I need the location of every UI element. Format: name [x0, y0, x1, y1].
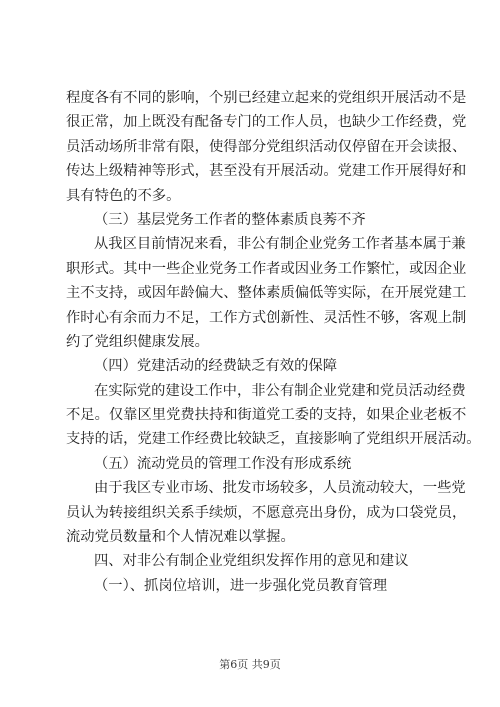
text-line: 作时心有余而力不足，工作方式创新性、灵活性不够，客观上制	[66, 309, 467, 326]
text-line: 不足。仅靠区里党费扶持和街道党工委的支持，如果企业老板不	[66, 407, 467, 424]
text-line: 员活动场所非常有限，使得部分党组织活动仅停留在开会读报、	[66, 138, 467, 155]
text-line: 传达上级精神等形式，甚至没有开展活动。党建工作开展得好和	[66, 163, 467, 180]
section-heading: （五）流动党员的管理工作没有形成系统	[94, 455, 352, 472]
section-heading: （三）基层党务工作者的整体素质良莠不齐	[94, 211, 366, 228]
text-line: 很正常，加上既没有配备专门的工作人员，也缺少工作经费，党	[66, 114, 467, 131]
text-line: 员认为转接组织关系手续烦，不愿意亮出身份，成为口袋党员，	[66, 504, 467, 521]
text-line: 主不支持，或因年龄偏大、整体素质偏低等实际，在开展党建工	[66, 285, 467, 302]
body-text	[66, 86, 481, 598]
page-footer: 第6页 共9页	[219, 658, 281, 671]
text-line: 由于我区专业市场、批发市场较多，人员流动较大，一些党	[94, 480, 466, 497]
text-line: 程度各有不同的影响，个别已经建立起来的党组织开展活动不是	[66, 90, 467, 106]
text-line: 在实际党的建设工作中，非公有制企业党建和党员活动经费	[94, 382, 466, 399]
section-heading: （四）党建活动的经费缺乏有效的保障	[94, 358, 338, 375]
text-line: 职形式。其中一些企业党务工作者或因业务工作繁忙，或因企业	[66, 260, 467, 277]
text-line: 约了党组织健康发展。	[66, 333, 209, 350]
section-heading: 四、对非公有制企业党组织发挥作用的意见和建议	[94, 553, 409, 570]
text-line: 支持的话，党建工作经费比较缺乏，直接影响了党组织开展活动。	[66, 431, 481, 448]
text-line: 流动党员数量和个人情况难以掌握。	[66, 529, 295, 546]
text-line: 具有特色的不多。	[66, 187, 181, 204]
text-line: 从我区目前情况来看，非公有制企业党务工作者基本属于兼	[94, 236, 466, 253]
subsection-heading: （一）、抓岗位培训，进一步强化党员教育管理	[94, 577, 388, 594]
